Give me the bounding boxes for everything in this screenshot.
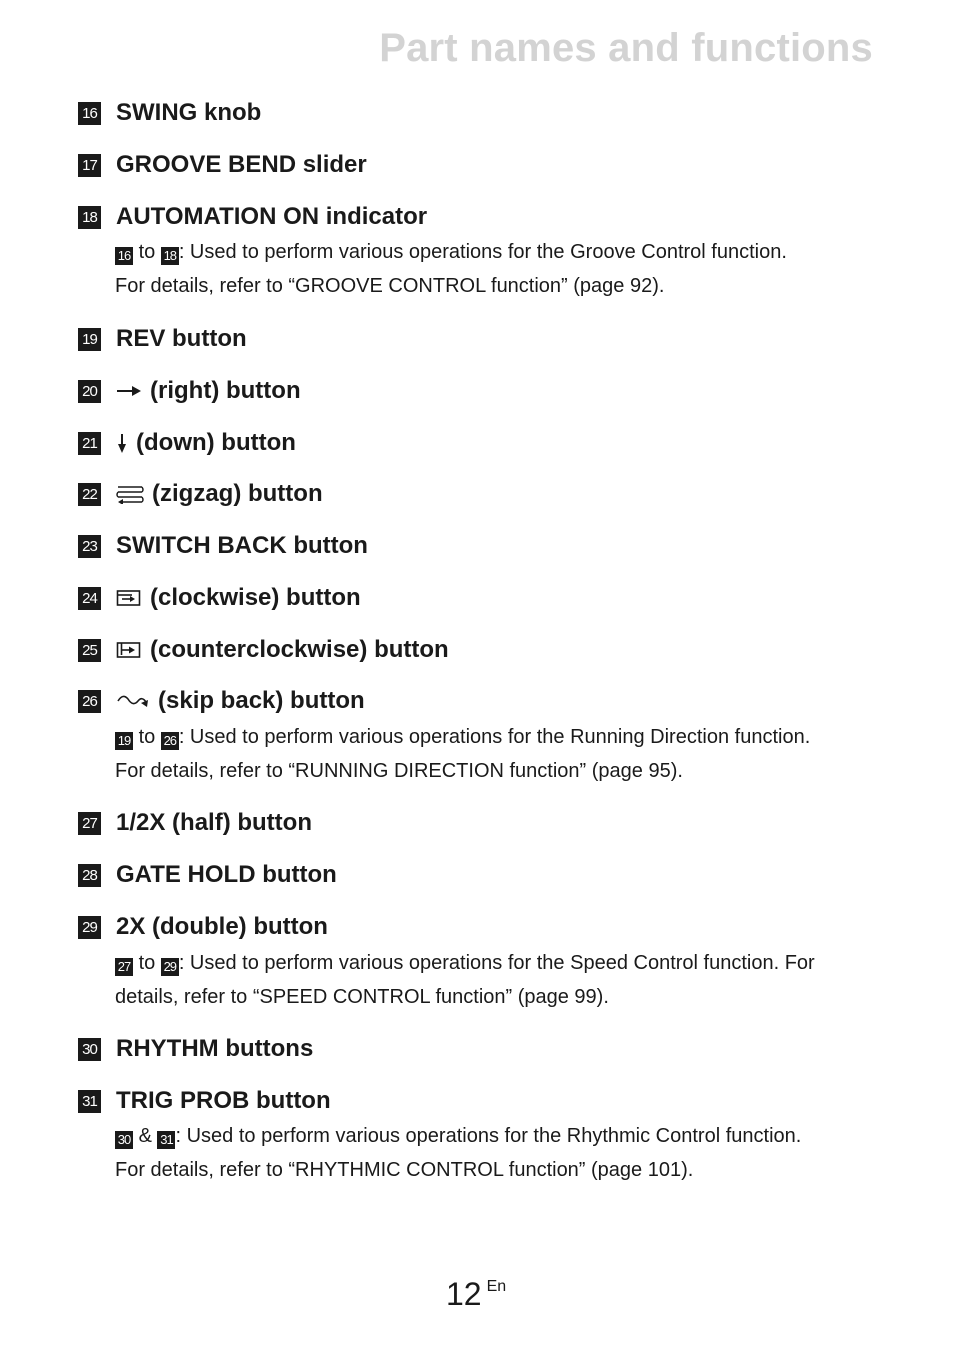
note-line1: : Used to perform various operations for the Rhythmic Control function.: [175, 1125, 802, 1147]
item-label: (zigzag) button: [152, 480, 323, 507]
note-to-number: 31: [157, 1131, 175, 1149]
item-label: GATE HOLD button: [116, 861, 337, 888]
note-line2: details, refer to “SPEED CONTROL function” (page 99).: [115, 986, 609, 1008]
item-number: 29: [78, 916, 101, 939]
item-gate-hold-button: [78, 860, 337, 890]
item-counterclockwise-button: [78, 635, 449, 665]
note-to-number: 18: [161, 247, 179, 265]
item-label: 2X (double) button: [116, 913, 328, 940]
zigzag-icon: [116, 484, 144, 504]
item-label: (down) button: [136, 429, 296, 456]
note-from-number: 30: [115, 1131, 133, 1149]
item-number: 25: [78, 639, 101, 662]
item-rev-button: [78, 324, 247, 354]
item-number: 26: [78, 690, 101, 713]
item-automation-on-indicator: [78, 202, 427, 232]
item-number: 17: [78, 154, 101, 177]
item-label: 1/2X (half) button: [116, 809, 312, 836]
item-label: TRIG PROB button: [116, 1087, 331, 1114]
note-joiner: &: [138, 1125, 152, 1147]
note-to-number: 29: [161, 958, 179, 976]
item-label: REV button: [116, 325, 247, 352]
item-rhythm-buttons: [78, 1034, 313, 1064]
note-line1: : Used to perform various operations for the Groove Control function.: [178, 241, 787, 263]
note-from-number: 19: [115, 732, 133, 750]
note-line1: : Used to perform various operations for the Speed Control function. For: [178, 952, 815, 974]
item-number: 24: [78, 587, 101, 610]
item-right-button: [78, 376, 301, 406]
item-number: 21: [78, 432, 101, 455]
item-label: (right) button: [150, 377, 301, 404]
note-rhythmic-control: [115, 1119, 885, 1187]
item-label: (skip back) button: [158, 687, 365, 714]
item-label: (clockwise) button: [150, 584, 361, 611]
item-number: 23: [78, 535, 101, 558]
note-line2: For details, refer to “GROOVE CONTROL function” (page 92).: [115, 275, 665, 297]
item-swing-knob: [78, 98, 261, 128]
note-to-number: 26: [161, 732, 179, 750]
item-switch-back-button: [78, 531, 368, 561]
note-joiner: to: [138, 952, 156, 974]
item-number: 19: [78, 328, 101, 351]
note-running-direction: [115, 720, 885, 788]
language-code: En: [486, 1278, 507, 1295]
page-title: Part names and functions: [379, 26, 873, 70]
note-line1: : Used to perform various operations for the Running Direction function.: [178, 726, 811, 748]
item-number: 28: [78, 864, 101, 887]
item-label: SWITCH BACK button: [116, 532, 368, 559]
item-number: 18: [78, 206, 101, 229]
page-footer: [446, 1276, 506, 1313]
item-label: AUTOMATION ON indicator: [116, 203, 428, 230]
note-joiner: to: [138, 241, 156, 263]
clockwise-icon: [116, 589, 142, 607]
note-from-number: 27: [115, 958, 133, 976]
skip-back-icon: [116, 691, 150, 711]
item-label: GROOVE BEND slider: [116, 151, 367, 178]
item-number: 20: [78, 380, 101, 403]
item-number: 30: [78, 1038, 101, 1061]
item-number: 22: [78, 483, 101, 506]
item-number: 31: [78, 1090, 101, 1113]
item-label: SWING knob: [116, 99, 262, 126]
note-speed-control: [115, 946, 885, 1014]
item-trig-prob-button: [78, 1086, 331, 1116]
down-arrow-icon: [116, 432, 128, 454]
page-number: 12: [446, 1276, 482, 1312]
item-zigzag-button: [78, 479, 323, 509]
item-skip-back-button: [78, 686, 365, 716]
item-label: (counterclockwise) button: [150, 636, 449, 663]
note-groove-control: [115, 235, 885, 303]
right-arrow-icon: [116, 384, 142, 398]
item-groove-bend-slider: [78, 150, 367, 180]
item-number: 27: [78, 812, 101, 835]
note-line2: For details, refer to “RUNNING DIRECTION function” (page 95).: [115, 760, 683, 782]
item-double-button: [78, 912, 328, 942]
counterclockwise-icon: [116, 641, 142, 659]
note-joiner: to: [138, 726, 156, 748]
note-line2: For details, refer to “RHYTHMIC CONTROL function” (page 101).: [115, 1159, 694, 1181]
item-number: 16: [78, 102, 101, 125]
note-from-number: 16: [115, 247, 133, 265]
item-down-button: [78, 428, 296, 458]
item-half-button: [78, 808, 312, 838]
item-clockwise-button: [78, 583, 361, 613]
item-label: RHYTHM buttons: [116, 1035, 314, 1062]
